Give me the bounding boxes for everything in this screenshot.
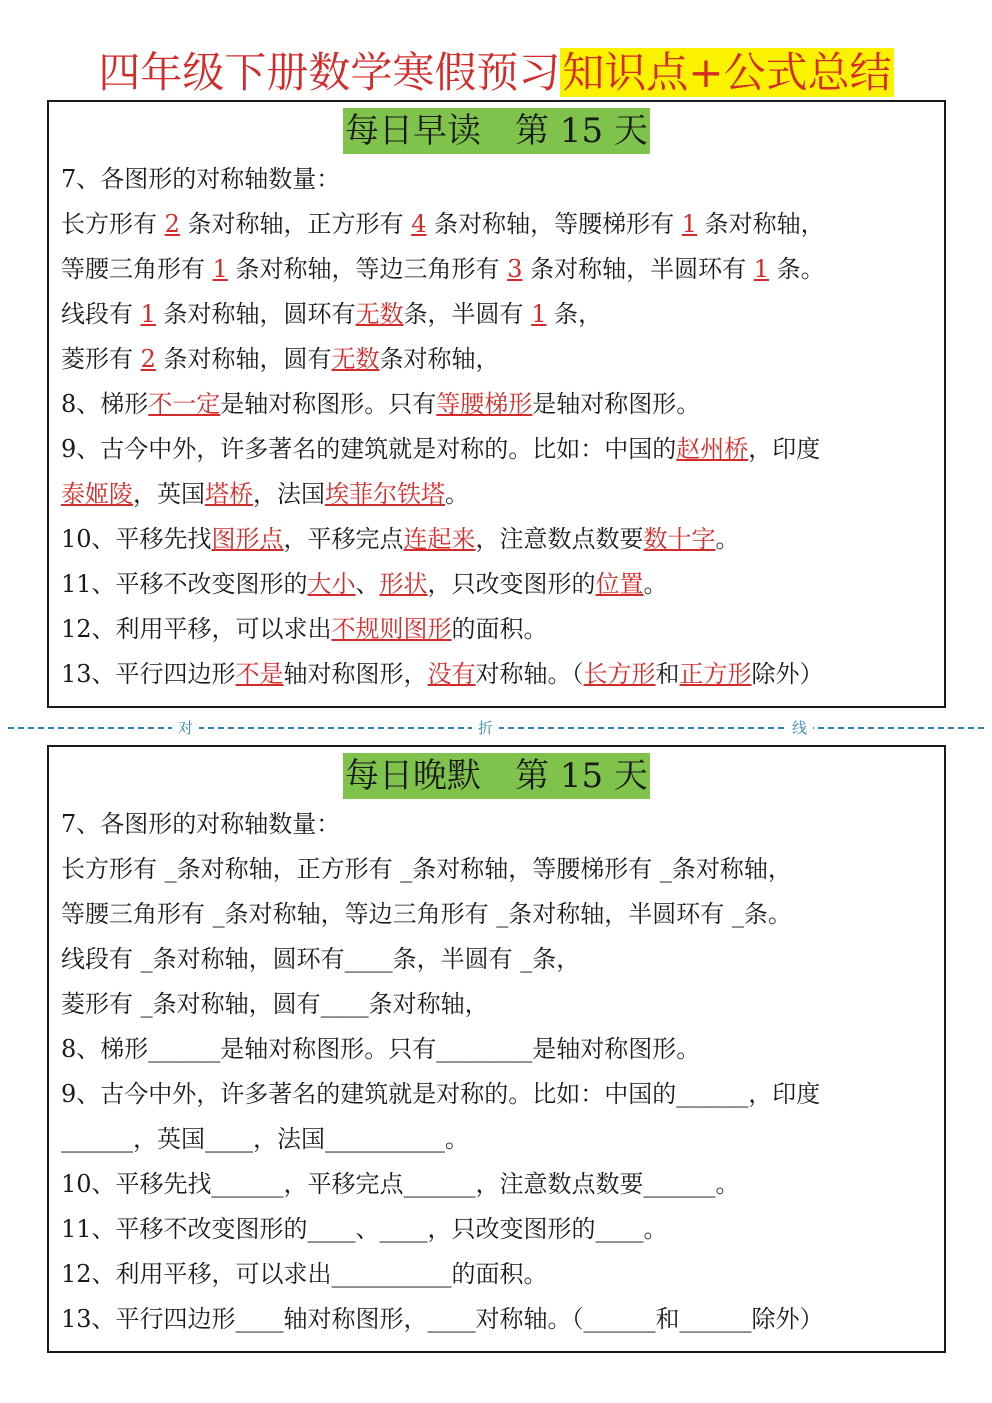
- line-text: 、: [355, 570, 380, 598]
- answer-text: 图形点: [211, 525, 284, 553]
- morning-reading-box: [47, 100, 946, 708]
- line-text: 。: [643, 570, 668, 598]
- fold-line: [0, 718, 992, 738]
- morning-line: [61, 157, 936, 202]
- answer-text: 3: [507, 255, 523, 283]
- line-text: 和: [655, 660, 680, 688]
- title-highlight: 知识点+公式总结: [562, 48, 892, 97]
- morning-line: [61, 472, 936, 517]
- answer-text: 2: [164, 210, 180, 238]
- line-text: 轴对称图形，: [283, 660, 428, 688]
- answer-text: 1: [753, 255, 770, 283]
- title-main: 四年级下册数学寒假预习: [98, 48, 561, 97]
- line-text: 的面积。: [451, 615, 548, 643]
- evening-line: 7、各图形的对称轴数量：: [61, 810, 341, 838]
- morning-line: [61, 292, 936, 337]
- evening-dictation-box: [47, 745, 946, 1353]
- line-text: 除外）: [751, 660, 824, 688]
- evening-line: 线段有 _条对称轴，圆环有____条，半圆有 _条，: [61, 945, 581, 973]
- answer-text: 泰姬陵: [61, 480, 133, 508]
- line-text: 菱形有: [61, 345, 141, 373]
- answer-text: 不是: [235, 660, 284, 688]
- line-text: 11、平移不改变图形的: [61, 570, 308, 598]
- morning-lines: [61, 157, 936, 697]
- morning-line: [61, 382, 936, 427]
- line-text: ，英国: [133, 480, 205, 508]
- answer-text: 大小: [307, 570, 356, 598]
- answer-text: 无数: [355, 300, 404, 328]
- line-text: ，平移完点: [283, 525, 404, 553]
- line-text: 是轴对称图形。只有: [220, 390, 437, 418]
- line-text: 条对称轴，正方形有: [179, 210, 412, 238]
- answer-text: 无数: [331, 345, 380, 373]
- line-text: 条。: [769, 255, 825, 283]
- answer-text: 形状: [379, 570, 428, 598]
- line-text: ，只改变图形的: [427, 570, 596, 598]
- evening-line: ______，英国____，法国__________。: [61, 1125, 469, 1153]
- line-text: 8、梯形: [61, 390, 149, 418]
- evening-line: 11、平移不改变图形的____、____，只改变图形的____。: [61, 1215, 668, 1243]
- fold-label-3: 线: [786, 718, 813, 738]
- line-text: 等腰三角形有: [61, 255, 213, 283]
- morning-heading: 每日早读 第 15 天: [343, 108, 650, 154]
- evening-heading: 每日晚默 第 15 天: [343, 753, 650, 799]
- line-text: 是轴对称图形。: [532, 390, 701, 418]
- morning-line: [61, 517, 936, 562]
- answer-text: 埃菲尔铁塔: [325, 480, 445, 508]
- line-text: ，法国: [253, 480, 325, 508]
- line-text: ，注意数点数要: [475, 525, 644, 553]
- line-text: 条，半圆有: [403, 300, 532, 328]
- evening-line: 长方形有 _条对称轴，正方形有 _条对称轴，等腰梯形有 _条对称轴，: [61, 855, 792, 883]
- answer-text: 连起来: [403, 525, 476, 553]
- answer-text: 塔桥: [205, 480, 253, 508]
- line-text: 条对称轴，: [697, 210, 825, 238]
- line-text: 条对称轴，圆有: [155, 345, 332, 373]
- line-text: 12、利用平移，可以求出: [61, 615, 332, 643]
- answer-text: 长方形: [583, 660, 656, 688]
- line-text: 条对称轴，圆环有: [155, 300, 356, 328]
- answer-text: 赵州桥: [676, 435, 749, 463]
- evening-line: 8、梯形______是轴对称图形。只有________是轴对称图形。: [61, 1035, 701, 1063]
- answer-text: 等腰梯形: [436, 390, 533, 418]
- line-text: 线段有: [61, 300, 141, 328]
- fold-label-2: 折: [472, 718, 499, 738]
- answer-text: 不规则图形: [331, 615, 452, 643]
- answer-text: 1: [212, 255, 228, 283]
- morning-line: [61, 202, 936, 247]
- line-text: 条对称轴，等腰梯形有: [426, 210, 682, 238]
- line-text: 条，: [546, 300, 603, 328]
- morning-line: [61, 607, 936, 652]
- answer-text: 不一定: [148, 390, 221, 418]
- line-text: 。: [445, 480, 469, 508]
- answer-text: 数十字: [643, 525, 716, 553]
- line-text: 长方形有: [61, 210, 165, 238]
- line-text: 条对称轴，: [379, 345, 500, 373]
- line-text: 7、各图形的对称轴数量：: [61, 165, 341, 193]
- answer-text: 1: [681, 210, 698, 238]
- line-text: 条对称轴，半圆环有: [522, 255, 754, 283]
- evening-line: 10、平移先找______，平移完点______，注意数点数要______。: [61, 1170, 740, 1198]
- morning-line: [61, 427, 936, 472]
- answer-text: 正方形: [679, 660, 752, 688]
- line-text: 10、平移先找: [61, 525, 212, 553]
- page-title: [0, 44, 992, 102]
- evening-line: 12、利用平移，可以求出__________的面积。: [61, 1260, 548, 1288]
- fold-label-1: 对: [172, 718, 199, 738]
- answer-text: 没有: [427, 660, 476, 688]
- answer-text: 1: [140, 300, 156, 328]
- answer-text: 4: [411, 210, 427, 238]
- morning-line: [61, 652, 936, 697]
- line-text: 9、古今中外，许多著名的建筑就是对称的。比如：中国的: [61, 435, 677, 463]
- morning-line: [61, 562, 936, 607]
- evening-lines: [61, 802, 936, 1342]
- line-text: 对称轴。（: [475, 660, 584, 688]
- line-text: 条对称轴，等边三角形有: [227, 255, 508, 283]
- evening-line: 9、古今中外，许多著名的建筑就是对称的。比如：中国的______，印度: [61, 1080, 821, 1108]
- morning-line: [61, 337, 936, 382]
- evening-line: 13、平行四边形____轴对称图形，____对称轴。（______和______除外）: [61, 1305, 824, 1333]
- line-text: 13、平行四边形: [61, 660, 236, 688]
- answer-text: 位置: [595, 570, 644, 598]
- evening-line: 等腰三角形有 _条对称轴，等边三角形有 _条对称轴，半圆环有 _条。: [61, 900, 792, 928]
- answer-text: 1: [531, 300, 547, 328]
- evening-line: 菱形有 _条对称轴，圆有____条对称轴，: [61, 990, 489, 1018]
- line-text: 。: [715, 525, 740, 553]
- morning-line: [61, 247, 936, 292]
- answer-text: 2: [140, 345, 156, 373]
- line-text: ，印度: [748, 435, 821, 463]
